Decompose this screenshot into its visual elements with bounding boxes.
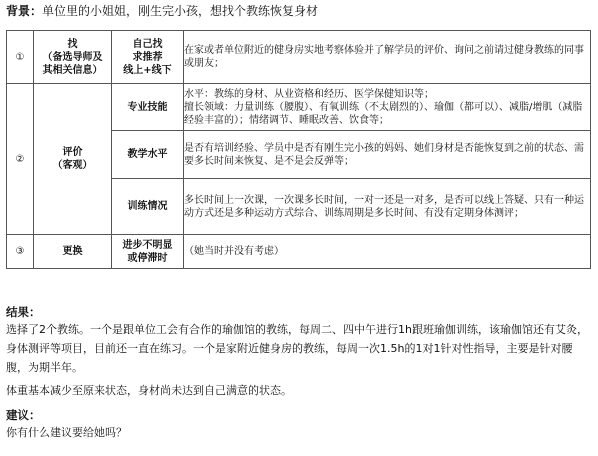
row-description: 在家或者单位附近的健身房实地考察体验并了解学员的评价、询问之前请过健身教练的同事或朋友； <box>184 31 591 84</box>
row-description: （她当时并没有考虑） <box>184 235 591 269</box>
row-number: ① <box>7 31 34 84</box>
table-row <box>7 31 591 84</box>
row-subcategory: 专业技能 <box>112 84 184 131</box>
row-subcategory: 训练情况 <box>112 179 184 235</box>
row-subcategory: 教学水平 <box>112 131 184 179</box>
table-row <box>7 235 591 269</box>
suggestion-text: 你有什么建议要给她吗？ <box>6 426 127 439</box>
row-category: 找 （备选导师及 其相关信息） <box>34 31 112 84</box>
result-section <box>6 304 592 400</box>
row-category: 更换 <box>34 235 112 269</box>
background-label: 背景： <box>6 4 43 18</box>
suggestion-section <box>6 407 592 442</box>
result-paragraph-1: 选择了2个教练。一个是跟单位工会有合作的瑜伽馆的教练，每周二、四中午进行1h跟班瑜伽训练，该瑜伽馆还有艾灸，身体测评等项目，目前还一直在练习。一个是家附近健身房的教练，每周一次1.5h的1对1针对性指导，主要是针对腰腹，为期半年。 <box>6 323 588 374</box>
row-description: 是否有培训经验、学员中是否有刚生完小孩的妈妈、她们身材是否能恢复到之前的状态、需要多长时间来恢复、是不是会反弹等； <box>184 131 591 179</box>
row-subcategory: 自己找 求推荐 线上+线下 <box>112 31 184 84</box>
background-text: 单位里的小姐姐，刚生完小孩，想找个教练恢复身材 <box>42 4 319 18</box>
row-description: 多长时间上一次课，一次课多长时间，一对一还是一对多，是否可以线上答疑、只有一种运动方式还是多种运动方式综合、训练周期是多长时间、有没有定期身体测评； <box>184 179 591 235</box>
row-subcategory: 进步不明显 或停滞时 <box>112 235 184 269</box>
row-number: ② <box>7 84 34 235</box>
row-category: 评价 （客观） <box>34 84 112 235</box>
row-number: ③ <box>7 235 34 269</box>
row-description: 水平：教练的身材、从业资格和经历、医学保健知识等； 擅长领域：力量训练（腰腹）、有氧训练（不太剧烈的）、瑜伽（都可以）、减脂/增肌（减脂经验丰富的）；情绪调节、睡眠改善、饮食等； <box>184 84 591 131</box>
suggestion-heading: 建议： <box>6 408 41 422</box>
plan-table <box>6 30 591 269</box>
result-heading: 结果： <box>6 305 41 319</box>
result-paragraph-2: 体重基本减少至原来状态，身材尚未达到自己满意的状态。 <box>6 384 292 397</box>
table-row <box>7 84 591 131</box>
background-line <box>6 4 318 18</box>
